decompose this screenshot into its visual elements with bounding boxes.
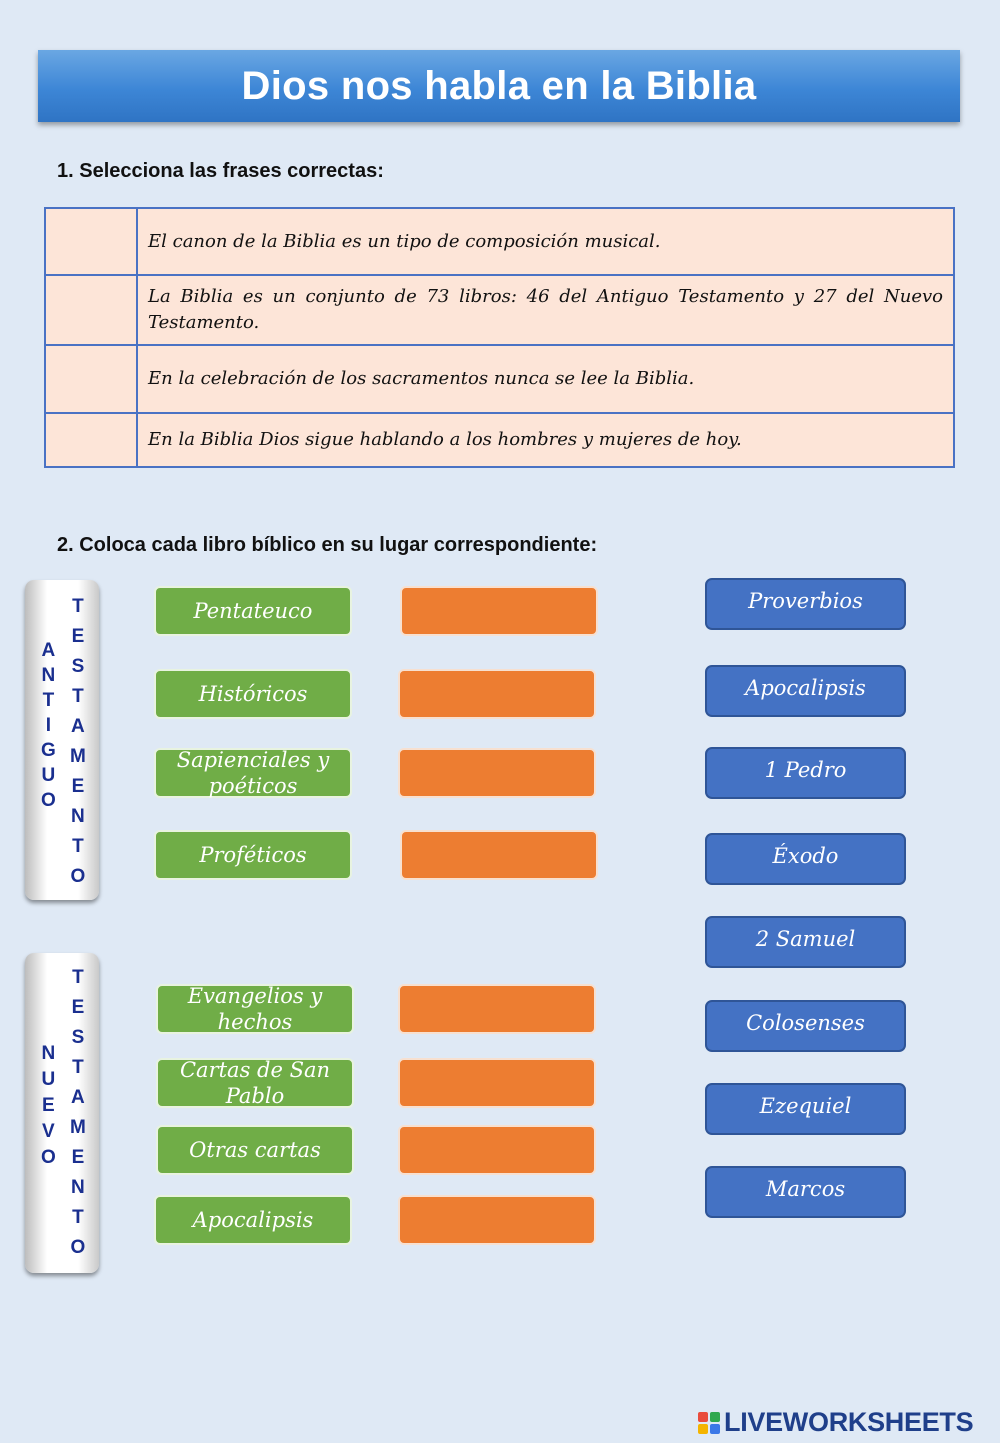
letter: T (72, 836, 84, 857)
liveworksheets-logo (698, 1407, 973, 1438)
table-row (45, 345, 954, 413)
drop-slot-apocalipsis[interactable] (398, 1195, 596, 1245)
logo-square (698, 1412, 708, 1422)
letter: E (71, 626, 85, 647)
sentence-text: En la Biblia Dios sigue hablando a los hombres y mujeres de hoy. (137, 413, 954, 467)
category-otras-cartas: Otras cartas (156, 1125, 354, 1175)
letter: M (70, 1117, 86, 1138)
book-2-samuel[interactable]: 2 Samuel (705, 916, 906, 968)
book-apocalipsis[interactable]: Apocalipsis (705, 665, 906, 717)
logo-icon (698, 1412, 720, 1434)
category-historicos: Históricos (154, 669, 352, 719)
letter: N (71, 806, 85, 827)
letter: T (72, 1057, 84, 1078)
sentence-text: La Biblia es un conjunto de 73 libros: 46 del Antiguo Testamento y 27 del Nuevo Testamento. (137, 275, 954, 345)
letter: G (41, 740, 56, 761)
testamento-word (70, 596, 86, 888)
letter: N (71, 1177, 85, 1198)
letter: T (42, 690, 55, 711)
drop-slot-cartas-san-pablo[interactable] (398, 1058, 596, 1108)
table-row (45, 208, 954, 275)
letter: A (41, 640, 56, 661)
book-proverbios[interactable]: Proverbios (705, 578, 906, 630)
letter: T (72, 686, 84, 707)
drop-slot-sapienciales[interactable] (398, 748, 596, 798)
drop-slot-evangelios[interactable] (398, 984, 596, 1034)
letter: S (71, 1027, 85, 1048)
antiguo-word (41, 640, 56, 812)
table-row (45, 413, 954, 467)
letter: T (72, 1207, 84, 1228)
drop-slot-profeticos[interactable] (400, 830, 598, 880)
section2-heading: 2. Coloca cada libro bíblico en su lugar correspondiente: (57, 534, 598, 556)
logo-text: LIVEWORKSHEETS (724, 1407, 974, 1437)
letter: O (70, 1237, 86, 1258)
drop-slot-otras-cartas[interactable] (398, 1125, 596, 1175)
letter: E (71, 997, 85, 1018)
drop-slot-historicos[interactable] (398, 669, 596, 719)
letter: A (71, 1087, 85, 1108)
letter: E (71, 1147, 85, 1168)
logo-square (710, 1424, 720, 1434)
category-apocalipsis: Apocalipsis (154, 1195, 352, 1245)
antiguo-testamento-label (25, 580, 99, 900)
section1-heading: 1. Selecciona las frases correctas: (57, 160, 384, 182)
select-cell-4[interactable] (45, 413, 137, 467)
drop-slot-pentateuco[interactable] (400, 586, 598, 636)
letter: I (45, 715, 52, 736)
book-marcos[interactable]: Marcos (705, 1166, 906, 1218)
book-1-pedro[interactable]: 1 Pedro (705, 747, 906, 799)
letter: U (41, 1069, 56, 1090)
letter: T (72, 967, 84, 988)
testamento-word (70, 967, 86, 1259)
category-cartas-san-pablo: Cartas de San Pablo (156, 1058, 354, 1108)
letter: N (41, 665, 56, 686)
nuevo-word (41, 1043, 56, 1169)
letter: V (42, 1121, 55, 1142)
page-title: Dios nos habla en la Biblia (38, 50, 960, 122)
sentence-text: En la celebración de los sacramentos nunca se lee la Biblia. (137, 345, 954, 413)
letter: O (41, 790, 56, 811)
letter: E (71, 776, 85, 797)
select-cell-2[interactable] (45, 275, 137, 345)
letter: A (71, 716, 85, 737)
letter: T (72, 596, 84, 617)
category-sapienciales: Sapienciales y poéticos (154, 748, 352, 798)
letter: S (71, 656, 85, 677)
sentences-table (44, 207, 955, 468)
select-cell-1[interactable] (45, 208, 137, 275)
table-row (45, 275, 954, 345)
letter: E (42, 1095, 55, 1116)
book-colosenses[interactable]: Colosenses (705, 1000, 906, 1052)
select-cell-3[interactable] (45, 345, 137, 413)
letter: O (70, 866, 86, 887)
category-profeticos: Proféticos (154, 830, 352, 880)
sentence-text: El canon de la Biblia es un tipo de composición musical. (137, 208, 954, 275)
book-ezequiel[interactable]: Ezequiel (705, 1083, 906, 1135)
nuevo-testamento-label (25, 953, 99, 1273)
letter: O (41, 1147, 56, 1168)
category-pentateuco: Pentateuco (154, 586, 352, 636)
category-evangelios: Evangelios y hechos (156, 984, 354, 1034)
letter: N (41, 1043, 56, 1064)
logo-square (710, 1412, 720, 1422)
logo-square (698, 1424, 708, 1434)
book-exodo[interactable]: Éxodo (705, 833, 906, 885)
letter: U (41, 765, 56, 786)
letter: M (70, 746, 86, 767)
